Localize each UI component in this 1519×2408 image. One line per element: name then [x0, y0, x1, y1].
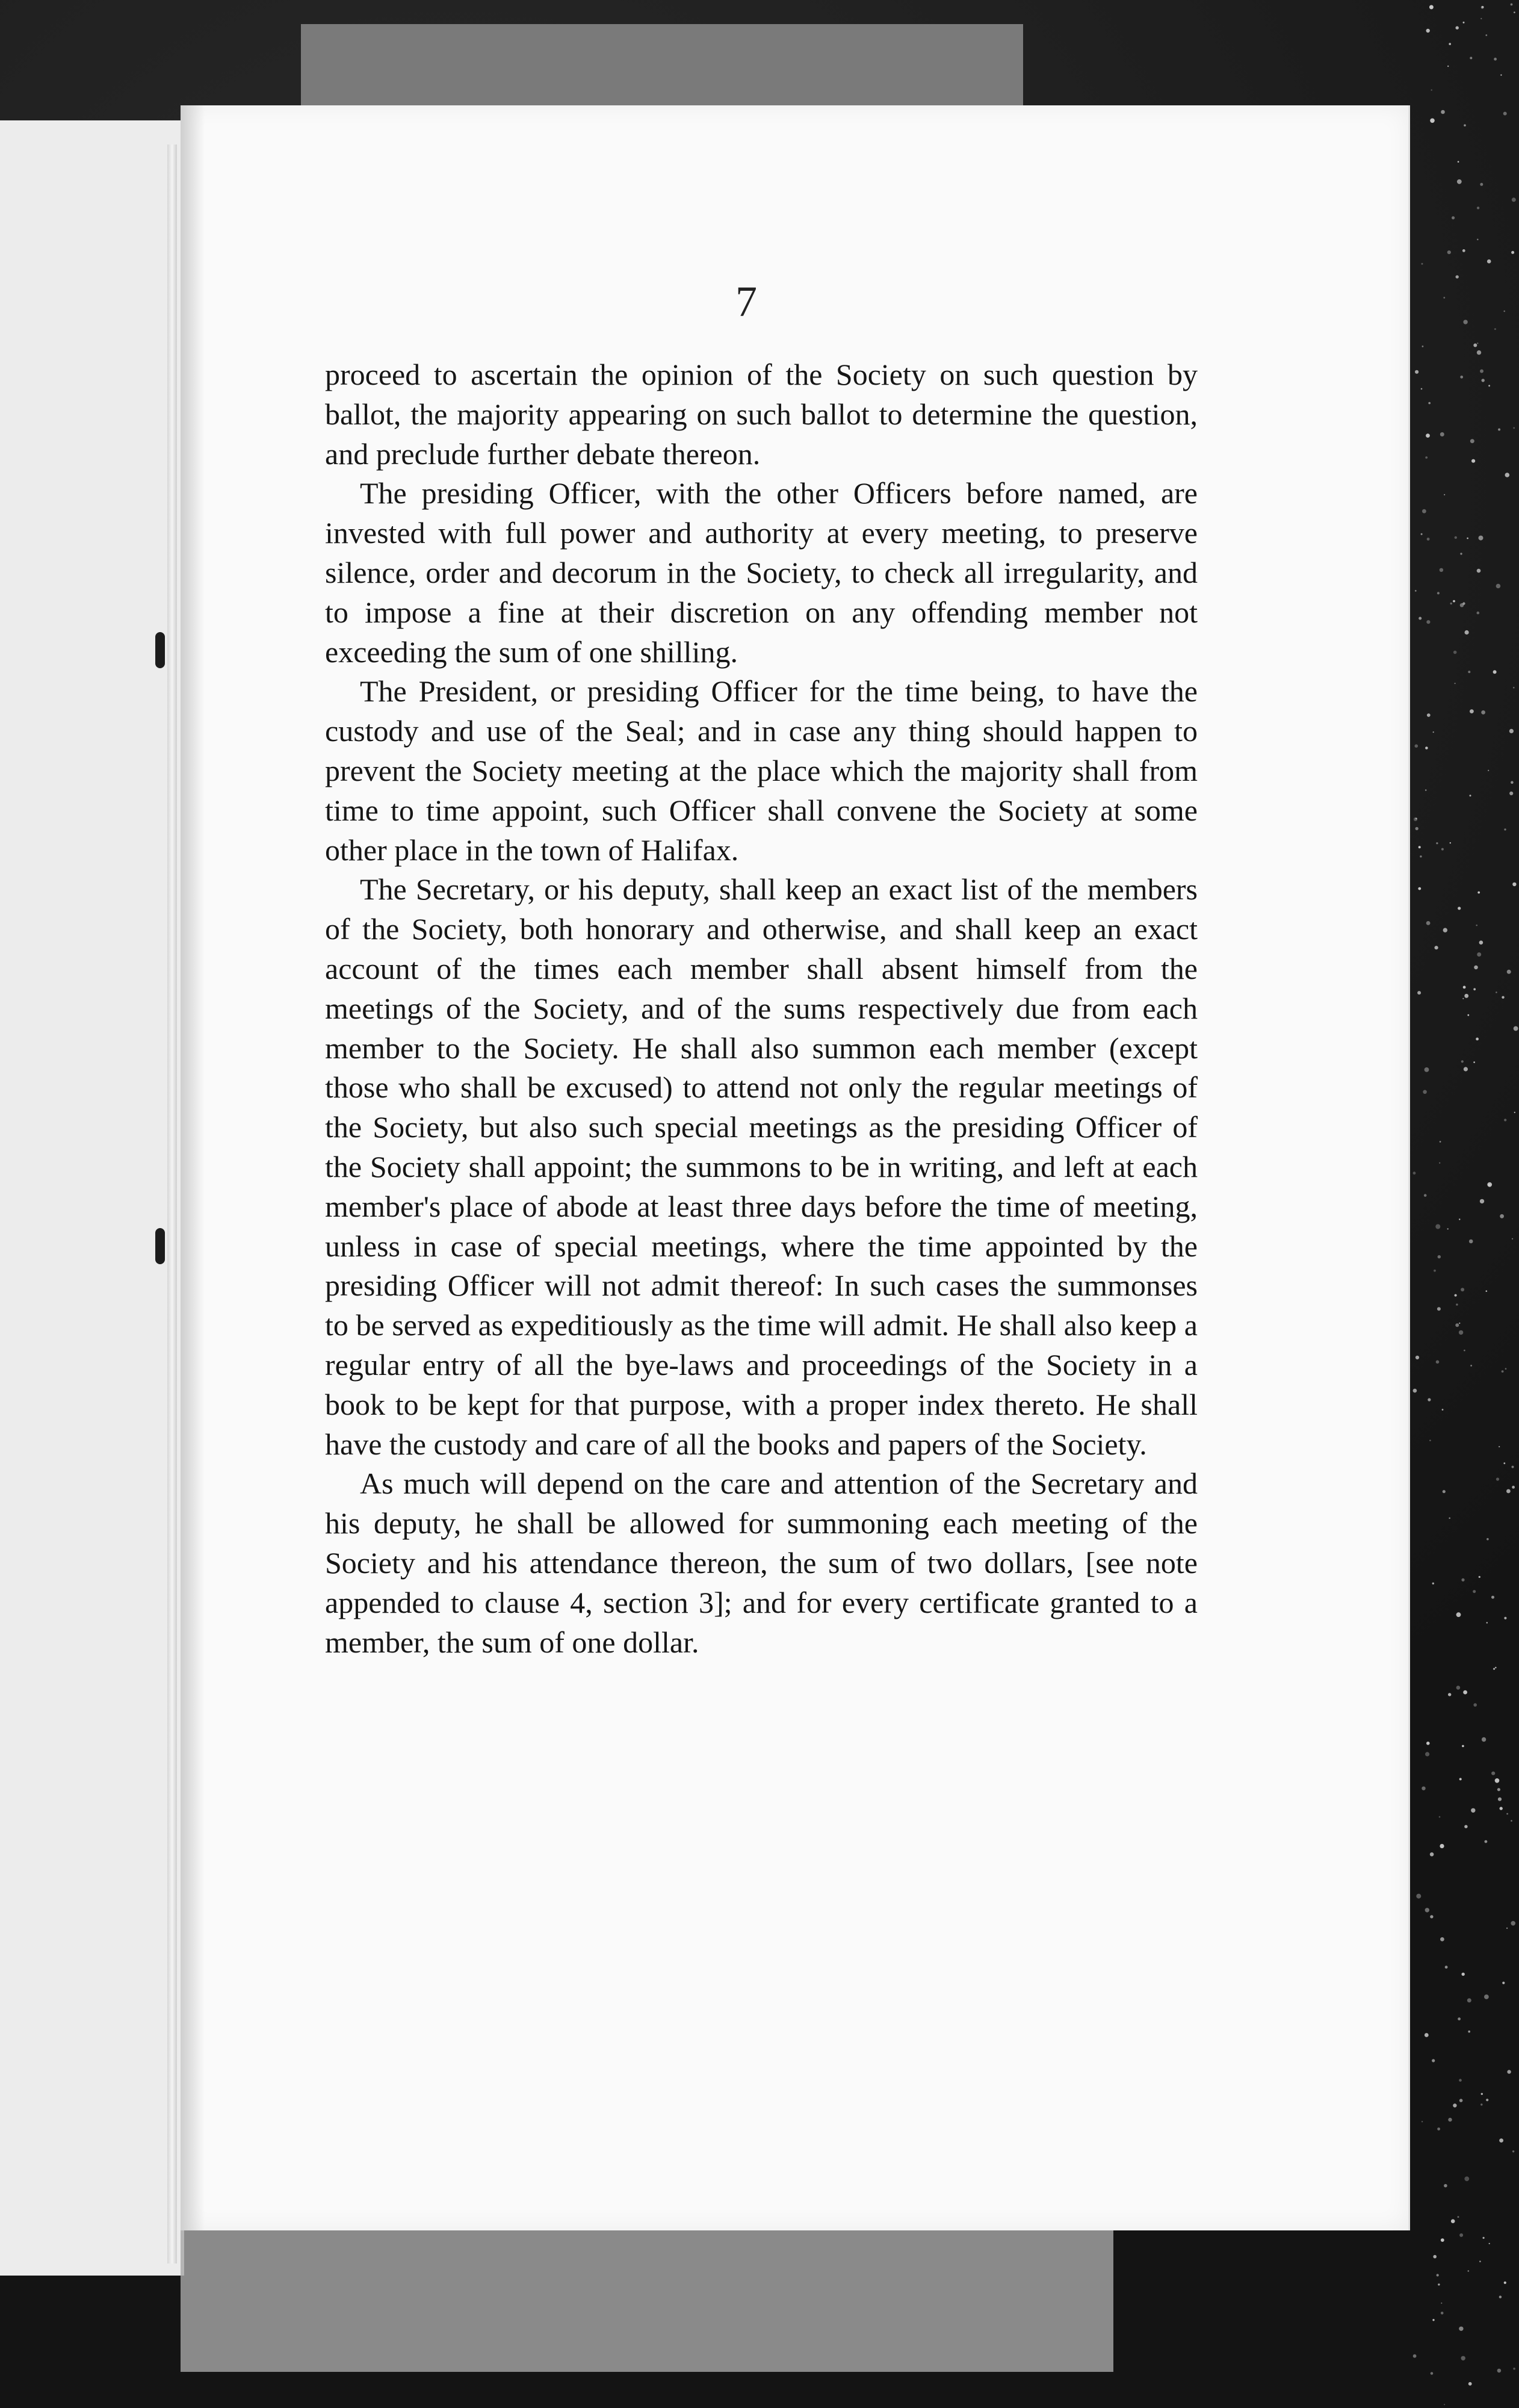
speckle-dot — [1468, 2031, 1470, 2033]
speckle-dot — [1464, 1350, 1465, 1351]
speckle-dot — [1425, 1067, 1429, 1072]
speckle-dot — [1418, 887, 1421, 890]
speckle-dot — [1469, 1240, 1473, 1244]
speckle-dot — [1477, 892, 1480, 894]
speckle-dot — [1491, 1772, 1495, 1775]
speckle-dot — [1438, 1255, 1441, 1258]
speckle-dot — [1444, 2184, 1447, 2188]
speckle-dot — [1436, 842, 1438, 844]
speckle-dot — [1484, 1994, 1489, 1999]
left-page-edge — [167, 144, 177, 2264]
speckle-dot — [1458, 907, 1461, 910]
speckle-dot — [1431, 2372, 1434, 2375]
speckle-dot — [1425, 789, 1427, 791]
speckle-dot — [1502, 996, 1504, 999]
speckle-dot — [1458, 2216, 1459, 2218]
speckle-dot — [1503, 112, 1507, 116]
speckle-dot — [1467, 1014, 1469, 1016]
speckle-dot — [1415, 744, 1418, 748]
speckle-dot — [1462, 249, 1465, 252]
speckle-dot — [1441, 848, 1444, 851]
speckle-dot — [1459, 2233, 1463, 2237]
speckle-dot — [1473, 988, 1476, 990]
speckle-dot — [1432, 2059, 1435, 2062]
speckle-dot — [1431, 89, 1432, 90]
speckle-dot — [1488, 770, 1489, 771]
speckle-dot — [1461, 1288, 1464, 1291]
speckle-dot — [1425, 2033, 1429, 2037]
speckle-dot — [1505, 473, 1510, 477]
speckle-dot — [1483, 2237, 1485, 2239]
speckle-dot — [1513, 687, 1515, 689]
speckle-dot — [1512, 2150, 1514, 2152]
speckle-dot — [1456, 275, 1459, 278]
speckle-dot — [1413, 1389, 1417, 1393]
speckle-dot — [1479, 940, 1483, 945]
page-number: 7 — [735, 278, 757, 326]
speckle-dot — [1479, 1576, 1480, 1578]
speckle-dot — [1504, 1119, 1506, 1121]
speckle-dot — [1481, 2093, 1483, 2095]
speckle-dot — [1499, 2295, 1502, 2298]
speckle-dot — [1477, 612, 1480, 615]
speckle-dot — [1505, 1368, 1507, 1370]
speckle-dot — [1487, 259, 1491, 264]
speckle-dot — [1467, 538, 1468, 539]
speckle-dot — [1488, 385, 1490, 386]
speckle-dot — [1426, 29, 1430, 33]
speckle-dot — [1506, 1928, 1508, 1929]
speckle-dot — [1447, 250, 1451, 254]
speckle-dot — [1458, 2017, 1461, 2020]
speckle-dot — [1482, 379, 1485, 382]
speckle-dot — [1496, 584, 1501, 589]
paragraph-presiding-officer: The presiding Officer, with the other Officers before named, are invested with full power and authority at every meeting, to preserve silence, order and decorum in the Society, to check all irregularity, and to impose a fine at their discretion on any offending member not exceeding the sum of one shilling. — [325, 476, 1198, 669]
speckle-dot — [1443, 1490, 1446, 1493]
speckle-dot — [1468, 2270, 1470, 2272]
speckle-dot — [1430, 1915, 1433, 1918]
speckle-dot — [1453, 2103, 1456, 2107]
speckle-dot — [1473, 344, 1477, 347]
speckle-dot — [1465, 630, 1469, 635]
speckle-dot — [1470, 709, 1474, 713]
speckle-dot — [1497, 1788, 1500, 1791]
speckle-dot — [1422, 1787, 1425, 1790]
speckle-dot — [1494, 328, 1496, 330]
speckle-dot — [1459, 1330, 1463, 1335]
speckle-dot — [1476, 1038, 1479, 1041]
paragraph-secretary-duties: The Secretary, or his deputy, shall keep an exact list of the members of the Society, both honorary and otherwise, and shall keep an exact account of the times each member shall absent himself from the meetings of the Society, and of the sums respectively due from each member to the Society. He shall also summon each member (except those who shall be excused) to attend not only the regular meetings of the Society, but also such special meetings as the presiding Officer of the Society shall appoint; the summons to be in writing, and left at each member's place of abode at least three days before the time of meeting, unless in case of special meetings, where the time appointed by the presiding Officer will not admit thereof: In such cases the summonses to be served as expeditiously as the time will admit. He shall also keep a regular entry of all the bye-laws and proceedings of the Society in a book to be kept for that purpose, with a proper index thereto. He shall have the custody and care of all the books and papers of the Society. — [325, 872, 1198, 1461]
speckle-dot — [1489, 2243, 1490, 2244]
speckle-dot — [1486, 1290, 1488, 1292]
speckle-dot — [1422, 346, 1424, 347]
speckle-dot — [1470, 1365, 1472, 1367]
speckle-dot — [1418, 846, 1421, 848]
speckle-dot — [1437, 592, 1440, 594]
speckle-dot — [1486, 2099, 1488, 2101]
speckle-dot — [1415, 590, 1417, 592]
speckle-dot — [1461, 1060, 1464, 1063]
speckle-dot — [1418, 617, 1422, 620]
speckle-dot — [1453, 600, 1455, 603]
speckle-dot — [1421, 388, 1423, 390]
speckle-dot — [1456, 26, 1459, 29]
speckle-dot — [1494, 58, 1497, 61]
facing-left-page — [0, 120, 184, 2276]
speckle-dot — [1450, 603, 1452, 604]
speckle-dot — [1432, 2319, 1434, 2321]
speckle-dot — [1460, 603, 1464, 607]
speckle-dot — [1433, 731, 1434, 733]
speckle-dot — [1485, 1840, 1488, 1843]
speckle-dot — [1511, 1820, 1512, 1822]
speckle-dot — [1425, 1908, 1429, 1912]
speckle-dot — [1440, 432, 1444, 436]
speckle-dot — [1479, 2261, 1481, 2262]
speckle-dot — [1415, 827, 1418, 830]
speckle-dot — [1507, 2070, 1511, 2073]
speckle-dot — [1511, 781, 1514, 784]
speckle-dot — [1480, 183, 1483, 186]
speckle-dot — [1444, 494, 1445, 495]
speckle-dot — [1477, 569, 1481, 573]
speckle-dot — [1495, 1778, 1500, 1783]
speckle-dot — [1504, 1617, 1506, 1619]
speckle-dot — [1509, 729, 1514, 733]
speckle-dot — [1463, 22, 1465, 23]
speckle-dot — [1470, 439, 1474, 443]
speckle-dot — [1511, 1921, 1515, 1926]
speckle-dot — [1426, 921, 1431, 925]
speckle-dot — [1471, 1808, 1475, 1813]
speckle-dot — [1459, 2327, 1463, 2331]
speckle-dot — [1468, 671, 1470, 673]
speckle-dot — [1422, 2121, 1423, 2122]
speckle-dot — [1415, 370, 1418, 374]
speckle-dot — [1430, 119, 1435, 123]
speckle-dot — [1459, 1323, 1460, 1324]
speckle-dot — [1509, 792, 1513, 795]
speckle-dot — [1417, 991, 1421, 995]
speckle-dot — [1456, 1686, 1461, 1690]
speckle-dot — [1426, 1742, 1430, 1745]
speckle-dot — [1487, 1538, 1489, 1541]
speckle-dot — [1511, 4, 1513, 6]
speckle-dot — [1434, 1270, 1436, 1272]
speckle-dot — [1506, 1489, 1511, 1494]
speckle-dot — [1455, 536, 1457, 539]
speckle-dot — [1499, 1446, 1500, 1447]
paragraph-president-seal: The President, or presiding Officer for the time being, to have the custody and use of the Seal; and in case any thing should happen to prevent the Society meeting at the place which the majority shall from time to time appoint, such Officer shall convene the Society at some other place in the town of Halifax. — [325, 674, 1198, 867]
speckle-dot — [1493, 670, 1497, 674]
speckle-dot — [1512, 1486, 1515, 1489]
speckle-dot — [1481, 710, 1485, 715]
speckle-dot — [1438, 2283, 1440, 2285]
speckle-dot — [1440, 568, 1443, 572]
speckle-dot — [1422, 509, 1426, 514]
speckle-dot — [1513, 2368, 1515, 2370]
speckle-dot — [1439, 1162, 1440, 1164]
speckle-dot — [1425, 456, 1428, 459]
speckle-dot — [1513, 427, 1515, 429]
speckle-dot — [1480, 18, 1482, 19]
speckle-dot — [1448, 1693, 1451, 1696]
speckle-dot — [1456, 1303, 1458, 1305]
speckle-dot — [1441, 2303, 1442, 2304]
speckle-dot — [1477, 239, 1479, 241]
speckle-dot — [1453, 651, 1457, 654]
speckle-dot — [1425, 1752, 1429, 1756]
speckle-dot — [1415, 818, 1417, 819]
speckle-dot — [1430, 1852, 1434, 1857]
speckle-dot — [1459, 2079, 1462, 2082]
speckle-dot — [1441, 110, 1445, 114]
speckle-dot — [1473, 1590, 1476, 1593]
speckle-dot — [1429, 5, 1434, 9]
speckle-dot — [1496, 991, 1497, 993]
speckle-dot — [1449, 43, 1451, 45]
speckle-dot — [1463, 1690, 1467, 1695]
speckle-dot — [1421, 533, 1423, 535]
speckle-dot — [1450, 842, 1451, 843]
speckle-dot — [1426, 620, 1430, 624]
speckle-dot — [1506, 1813, 1508, 1815]
speckle-dot — [1445, 1966, 1448, 1969]
speckle-dot — [1455, 683, 1456, 684]
speckle-dot — [1442, 1409, 1444, 1410]
speckle-dot — [1441, 2238, 1444, 2242]
stitch-hole — [155, 1228, 165, 1264]
speckle-dot — [1457, 179, 1462, 184]
speckle-dot — [1473, 1703, 1477, 1707]
speckle-dot — [1428, 1398, 1431, 1401]
speckle-dot — [1448, 2118, 1452, 2121]
speckle-dot — [1470, 795, 1471, 796]
speckle-dot — [1504, 2282, 1506, 2284]
speckle-dot — [1477, 952, 1481, 957]
speckle-dot — [1451, 2219, 1455, 2223]
speckle-dot — [1420, 855, 1422, 857]
speckle-dot — [1455, 1323, 1459, 1327]
speckle-dot — [1413, 2354, 1417, 2358]
speckle-dot — [1464, 2176, 1469, 2181]
speckle-dot — [1479, 536, 1483, 541]
speckle-dot — [1477, 350, 1481, 355]
speckle-dot — [1498, 429, 1500, 431]
speckle-dot — [1480, 1199, 1484, 1203]
speckle-dot — [1456, 1612, 1461, 1617]
speckle-dot — [1477, 343, 1478, 344]
speckle-dot — [1437, 1307, 1441, 1311]
speckle-dot — [1514, 11, 1515, 13]
speckle-dot — [1480, 370, 1483, 373]
speckle-dot — [1495, 1667, 1497, 1669]
speckle-dot — [1422, 263, 1423, 265]
speckle-dot — [1473, 1061, 1475, 1063]
speckle-dot — [1470, 57, 1472, 59]
speckle-dot — [1427, 538, 1430, 541]
speckle-dot — [1459, 2099, 1463, 2102]
speckle-dot — [1436, 1361, 1440, 1364]
speckle-dot — [1467, 1998, 1471, 2002]
speckle-dot — [1452, 216, 1455, 219]
paragraph-secretary-allowance: As much will depend on the care and attention of the Secretary and his deputy, he shall be allowed for summoning each meeting of the Society and his attendance thereon, the sum of two dollars, [see note appended to clause 4, section 3]; and for every certificate granted to a member, the sum of one dollar. — [325, 1466, 1198, 1659]
speckle-dot — [1499, 2138, 1503, 2143]
paragraph-ballot: proceed to ascertain the opinion of the Society on such question by ballot, the majority appearing on such ballot to determine the question, and preclude further debate thereon. — [325, 358, 1198, 471]
speckle-dot — [1464, 124, 1466, 126]
speckle-dot — [1429, 1440, 1431, 1442]
speckle-dot — [1437, 2127, 1440, 2130]
speckle-dot — [1497, 2369, 1502, 2373]
speckle-dot — [1481, 6, 1484, 9]
speckle-dot — [1462, 998, 1464, 999]
binding-shadow — [181, 105, 205, 2230]
speckle-dot — [1455, 1294, 1457, 1297]
speckle-dot — [1432, 1583, 1434, 1584]
speckle-dot — [1482, 1737, 1486, 1742]
speckle-dot — [1511, 251, 1514, 254]
speckle-dot — [1485, 34, 1487, 36]
speckle-dot — [1496, 1478, 1499, 1481]
speckle-dot — [1462, 1973, 1465, 1976]
speckle-dot — [1437, 2274, 1439, 2276]
speckle-dot — [1493, 1668, 1495, 1670]
speckle-dot — [1502, 1982, 1505, 1984]
speckle-dot — [1458, 161, 1459, 163]
speckle-dot — [1440, 1937, 1444, 1941]
speckle-dot — [1439, 1816, 1441, 1818]
speckle-dot — [1502, 1370, 1504, 1373]
speckle-dot — [1463, 320, 1467, 324]
speckle-dot — [1433, 2255, 1437, 2259]
speckle-dot — [1491, 1596, 1494, 1599]
speckle-dot — [1435, 946, 1438, 949]
speckle-dot — [1514, 1112, 1515, 1113]
speckle-dot — [1459, 1778, 1462, 1780]
speckle-dot — [1447, 1228, 1449, 1229]
speckle-dot — [1500, 1214, 1504, 1218]
speckle-dot — [1460, 553, 1462, 554]
speckle-dot — [1427, 713, 1431, 717]
speckle-dot — [1441, 2312, 1444, 2315]
speckle-dot — [1460, 376, 1463, 379]
speckle-dot — [1425, 746, 1428, 749]
speckle-dot — [1512, 1238, 1513, 1240]
speckle-dot — [1477, 206, 1479, 209]
speckle-dot — [1461, 1578, 1464, 1581]
speckle-dot — [1428, 402, 1431, 405]
speckle-dot — [1462, 1745, 1464, 1748]
speckle-dot — [1443, 928, 1447, 932]
speckle-dot — [1507, 970, 1511, 974]
speckle-dot — [1443, 297, 1445, 299]
speckle-dot — [1512, 883, 1516, 886]
speckle-dot — [1464, 994, 1468, 998]
speckle-dot — [1504, 828, 1506, 830]
stitch-hole — [155, 632, 165, 668]
speckle-dot — [1503, 1462, 1505, 1464]
speckle-dot — [1464, 1825, 1467, 1828]
speckle-dot — [1459, 1218, 1460, 1220]
speckle-dot — [1440, 1844, 1444, 1848]
speckle-dot — [1464, 1067, 1468, 1071]
speckle-dot — [1435, 1224, 1440, 1229]
speckle-dot — [1413, 1171, 1416, 1175]
speckle-dot — [1416, 1894, 1421, 1899]
speckle-dot — [1449, 1518, 1450, 1519]
speckle-dot — [1426, 433, 1430, 438]
speckle-dot — [1415, 1356, 1419, 1359]
speckle-dot — [1444, 2404, 1445, 2405]
speckle-dot — [1512, 197, 1516, 202]
speckle-dot — [1500, 75, 1502, 76]
speckle-dot — [1461, 2356, 1465, 2360]
speckle-dot — [1503, 311, 1505, 312]
speckle-dot — [1463, 986, 1466, 989]
speckle-dot — [1440, 1141, 1441, 1143]
speckle-dot — [1487, 1622, 1488, 1623]
speckle-dot — [1487, 1182, 1492, 1187]
speckle-dot — [1471, 459, 1475, 463]
speckle-dot — [1512, 1466, 1514, 1468]
body-text — [325, 355, 1198, 1662]
speckle-dot — [1474, 966, 1478, 970]
speckle-dot — [1480, 2103, 1482, 2105]
speckle-dot — [1423, 1090, 1427, 1094]
speckle-dot — [1500, 1807, 1503, 1810]
speckle-dot — [1447, 66, 1449, 67]
speckle-dot — [1514, 1026, 1518, 1031]
speckle-dot — [1468, 2382, 1472, 2386]
speckle-dot — [1476, 925, 1477, 926]
speckle-dot — [1424, 1194, 1427, 1197]
speckle-dot — [1498, 1798, 1502, 1801]
